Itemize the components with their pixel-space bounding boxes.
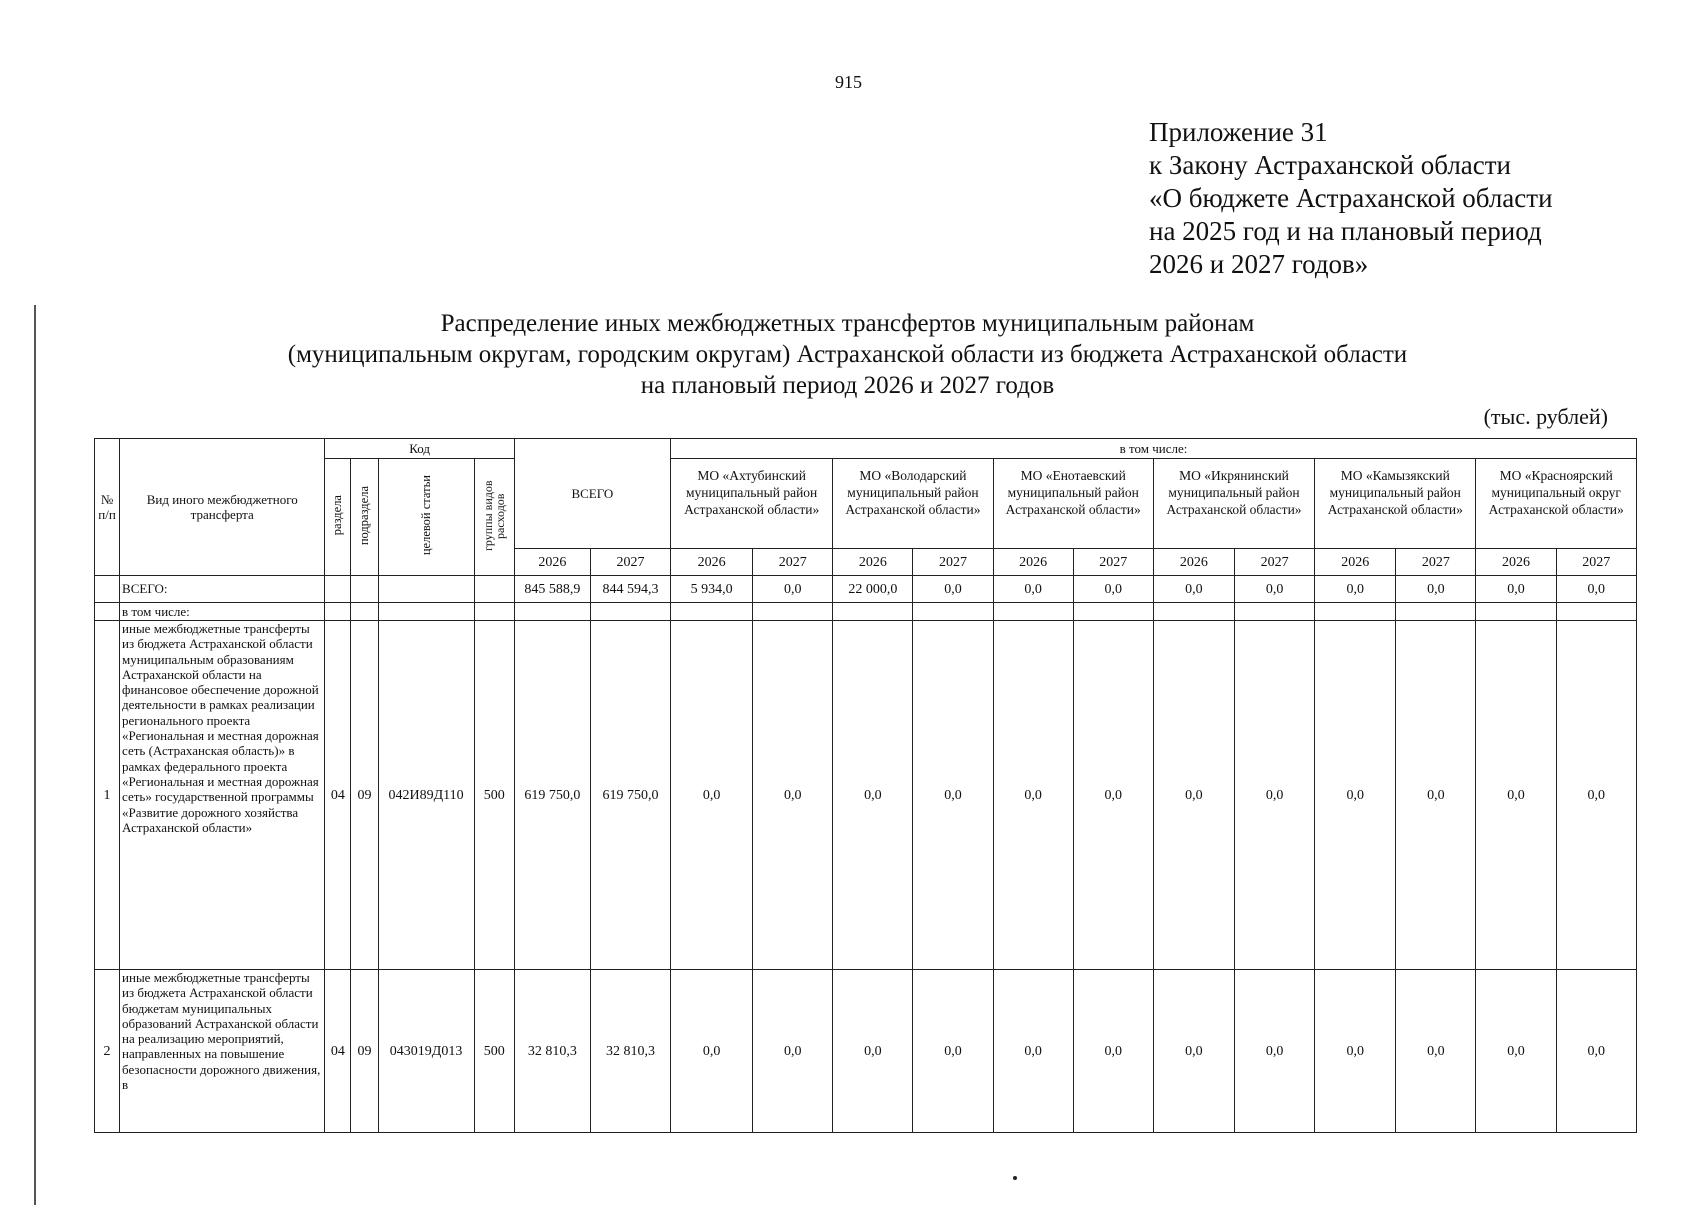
total-label: ВСЕГО: [120, 576, 325, 603]
header-mo-volodarsky: МО «Володарский муниципальный район Астраханской области» [833, 459, 993, 549]
total-value: 22 000,0 [833, 576, 913, 603]
header-mo-krasnoyarsky: МО «Красноярский муниципальный округ Астраханской области» [1476, 459, 1637, 549]
row-razdel: 04 [325, 970, 351, 1133]
row-value: 0,0 [1315, 621, 1396, 970]
sub-label: в том числе: [120, 603, 325, 621]
title-line: на плановый период 2026 и 2027 годов [640, 372, 1055, 399]
row-value: 0,0 [753, 970, 833, 1133]
row-value: 0,0 [1235, 621, 1315, 970]
total-value: 844 594,3 [590, 576, 670, 603]
page-number: 915 [835, 72, 862, 92]
row-value: 0,0 [1153, 970, 1234, 1133]
year-2027: 2027 [913, 549, 993, 576]
title-line: Распределение иных межбюджетных трансфертов муниципальным районам [440, 310, 1255, 337]
year-2026: 2026 [833, 549, 913, 576]
year-2027: 2027 [590, 549, 670, 576]
row-value: 0,0 [1073, 621, 1153, 970]
total-value: 845 588,9 [514, 576, 590, 603]
row-value: 0,0 [1556, 970, 1636, 1133]
total-row [95, 576, 1637, 603]
year-2026: 2026 [993, 549, 1073, 576]
total-celevoy [378, 576, 474, 603]
row-value: 0,0 [753, 621, 833, 970]
year-2026: 2026 [1153, 549, 1234, 576]
total-value: 0,0 [993, 576, 1073, 603]
row-celevoy: 043019Д013 [378, 970, 474, 1133]
left-margin-rule [34, 305, 36, 1205]
row-value: 0,0 [1235, 970, 1315, 1133]
table-row [95, 970, 1637, 1133]
row-value: 619 750,0 [514, 621, 590, 970]
scan-speck [1013, 1176, 1017, 1180]
row-value: 32 810,3 [514, 970, 590, 1133]
budget-table [94, 438, 1637, 1133]
row-celevoy: 042И89Д110 [378, 621, 474, 970]
total-value: 0,0 [1153, 576, 1234, 603]
appendix-line: 2026 и 2027 годов» [1149, 249, 1369, 279]
row-podrazdel: 09 [351, 970, 378, 1133]
header-mo-kamyzyaksky: МО «Камызякский муниципальный район Астраханской области» [1315, 459, 1476, 549]
total-razdel [325, 576, 351, 603]
title-line: (муниципальным округам, городским округам) Астраханской области из бюджета Астраханской области [287, 341, 1408, 368]
row-value: 0,0 [1556, 621, 1636, 970]
row-value: 0,0 [913, 621, 993, 970]
row-value: 32 810,3 [590, 970, 670, 1133]
table-row [95, 621, 1637, 970]
total-value: 0,0 [1396, 576, 1476, 603]
row-value: 0,0 [1396, 970, 1476, 1133]
header-celevoy: целевой статьи [378, 459, 474, 576]
year-2027: 2027 [1235, 549, 1315, 576]
row-vid: иные межбюджетные трансферты из бюджета Астраханской области муниципальным образованиям Астраханской области на финансовое обеспечение дорожной деятельности в рамках реализации регионального проекта «Региональная и местная дорожная сеть (Астраханская область)» в рамках федерального проекта «Региональная и местная дорожная сеть» государственной программы «Развитие дорожного хозяйства Астраханской области» [120, 621, 325, 970]
total-value: 5 934,0 [671, 576, 753, 603]
document-title [150, 308, 1545, 401]
total-value: 0,0 [1315, 576, 1396, 603]
row-value: 0,0 [833, 970, 913, 1133]
total-value: 0,0 [1476, 576, 1556, 603]
year-2026: 2026 [1315, 549, 1396, 576]
row-value: 0,0 [993, 621, 1073, 970]
header-row-1 [95, 439, 1637, 459]
header-mo-akhtubinsky: МО «Ахтубинский муниципальный район Астраханской области» [671, 459, 833, 549]
row-gruppy: 500 [474, 621, 514, 970]
total-value: 0,0 [1235, 576, 1315, 603]
row-value: 0,0 [833, 621, 913, 970]
header-num: № п/п [95, 439, 120, 576]
row-vid: иные межбюджетные трансферты из бюджета Астраханской области бюджетам муниципальных образований Астраханской области на реализацию мероприятий, направленных на повышение безопасности дорожного движения, в [120, 970, 325, 1133]
row-value: 0,0 [1476, 970, 1556, 1133]
header-mo-enotaevsky: МО «Енотаевский муниципальный район Астраханской области» [993, 459, 1153, 549]
row-value: 0,0 [671, 970, 753, 1133]
appendix-line: Приложение 31 [1149, 117, 1328, 147]
total-value: 0,0 [1073, 576, 1153, 603]
year-2027: 2027 [1073, 549, 1153, 576]
header-vsego: ВСЕГО [514, 439, 670, 549]
header-podrazdel: подраздела [351, 459, 378, 576]
row-value: 0,0 [1396, 621, 1476, 970]
header-vid: Вид иного межбюджетного трансферта [120, 439, 325, 576]
year-2027: 2027 [753, 549, 833, 576]
year-2026: 2026 [671, 549, 753, 576]
header-row-2 [95, 459, 1637, 549]
header-mo-ikryaninsky: МО «Икрянинский муниципальный район Астраханской области» [1153, 459, 1314, 549]
row-num: 2 [95, 970, 120, 1133]
sub-label-row [95, 603, 1637, 621]
row-value: 0,0 [1073, 970, 1153, 1133]
total-value: 0,0 [1556, 576, 1636, 603]
total-podrazdel [351, 576, 378, 603]
row-value: 0,0 [913, 970, 993, 1133]
row-value: 619 750,0 [590, 621, 670, 970]
appendix-line: к Закону Астраханской области [1149, 150, 1512, 180]
row-razdel: 04 [325, 621, 351, 970]
total-num [95, 576, 120, 603]
row-value: 0,0 [1153, 621, 1234, 970]
row-value: 0,0 [671, 621, 753, 970]
year-2027: 2027 [1396, 549, 1476, 576]
appendix-line: на 2025 год и на плановый период [1149, 216, 1542, 246]
row-value: 0,0 [1476, 621, 1556, 970]
header-v-tom-chisle: в том числе: [671, 439, 1637, 459]
row-gruppy: 500 [474, 970, 514, 1133]
header-razdel: раздела [325, 459, 351, 576]
appendix-line: «О бюджете Астраханской области [1149, 183, 1553, 213]
appendix-note [1149, 116, 1553, 281]
row-num: 1 [95, 621, 120, 970]
total-gruppy [474, 576, 514, 603]
total-value: 0,0 [753, 576, 833, 603]
header-kod: Код [325, 439, 514, 459]
row-value: 0,0 [993, 970, 1073, 1133]
total-value: 0,0 [913, 576, 993, 603]
year-2027: 2027 [1556, 549, 1636, 576]
row-podrazdel: 09 [351, 621, 378, 970]
year-2026: 2026 [1476, 549, 1556, 576]
unit-note: (тыс. рублей) [1483, 404, 1608, 429]
header-gruppy: группы видов расходов [474, 459, 514, 576]
year-2026: 2026 [514, 549, 590, 576]
row-value: 0,0 [1315, 970, 1396, 1133]
